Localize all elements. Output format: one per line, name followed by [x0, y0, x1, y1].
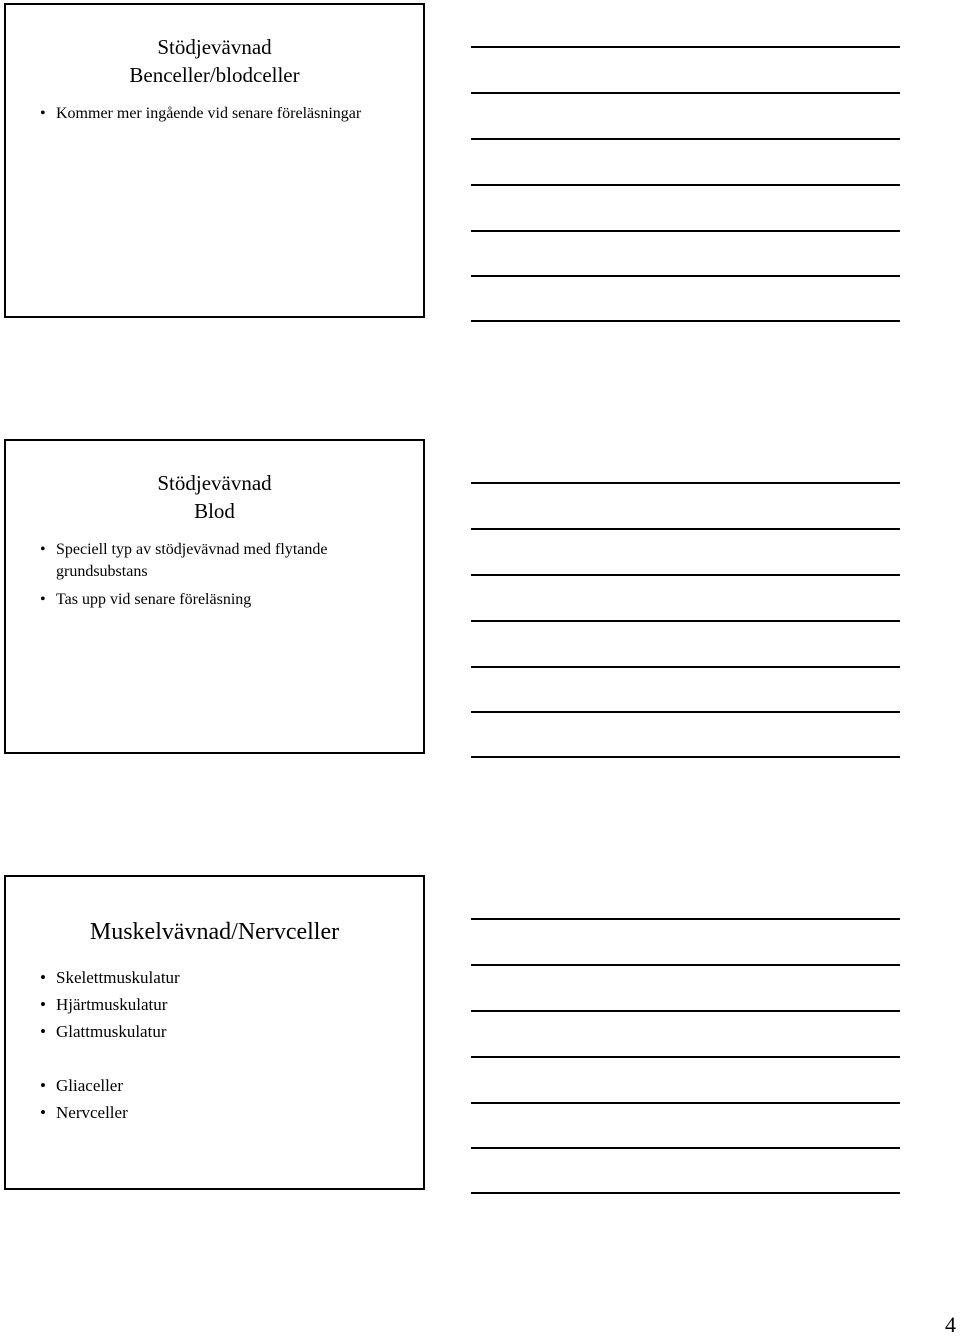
note-line [471, 92, 900, 94]
note-line [471, 1192, 900, 1194]
bullet-list [6, 103, 423, 125]
note-line [471, 918, 900, 920]
bullet-item: • Kommer mer ingående vid senare föreläsningar [56, 103, 413, 125]
note-line [471, 275, 900, 277]
note-line [471, 711, 900, 713]
slide-title [6, 469, 423, 525]
slide-title [6, 33, 423, 89]
bullet-item: • Glattmuskulatur [56, 1018, 413, 1045]
slide-title [6, 917, 423, 947]
bullet-list [6, 539, 423, 611]
bullet-item: • Gliaceller [56, 1072, 413, 1099]
note-line [471, 666, 900, 668]
note-line [471, 230, 900, 232]
note-line [471, 184, 900, 186]
note-line [471, 620, 900, 622]
slide-title-line: Muskelvävnad/Nervceller [89, 919, 340, 945]
slide-2 [4, 439, 425, 754]
note-line [471, 964, 900, 966]
slide-3 [4, 875, 425, 1190]
note-line [471, 138, 900, 140]
slide-title-line: Blod [194, 499, 235, 523]
note-line [471, 756, 900, 758]
note-line [471, 1102, 900, 1104]
note-line [471, 320, 900, 322]
bullet-list [6, 964, 423, 1126]
slide-title-line: Stödjevävnad [157, 471, 272, 495]
bullet-item: • Tas upp vid senare föreläsning [56, 589, 413, 611]
note-line [471, 1147, 900, 1149]
note-line [471, 1010, 900, 1012]
note-line [471, 46, 900, 48]
note-line [471, 574, 900, 576]
slide-title-line: Stödjevävnad [157, 35, 272, 59]
page-number: 4 [945, 1312, 956, 1337]
slide-title-line: Benceller/blodceller [129, 63, 300, 87]
bullet-item: • Nervceller [56, 1099, 413, 1126]
bullet-item: • Skelettmuskulatur [56, 964, 413, 991]
note-line [471, 1056, 900, 1058]
bullet-item: • Speciell typ av stödjevävnad med flytande grundsubstans [56, 539, 413, 583]
note-line [471, 528, 900, 530]
slide-1 [4, 3, 425, 318]
bullet-item: • Hjärtmuskulatur [56, 991, 413, 1018]
note-line [471, 482, 900, 484]
